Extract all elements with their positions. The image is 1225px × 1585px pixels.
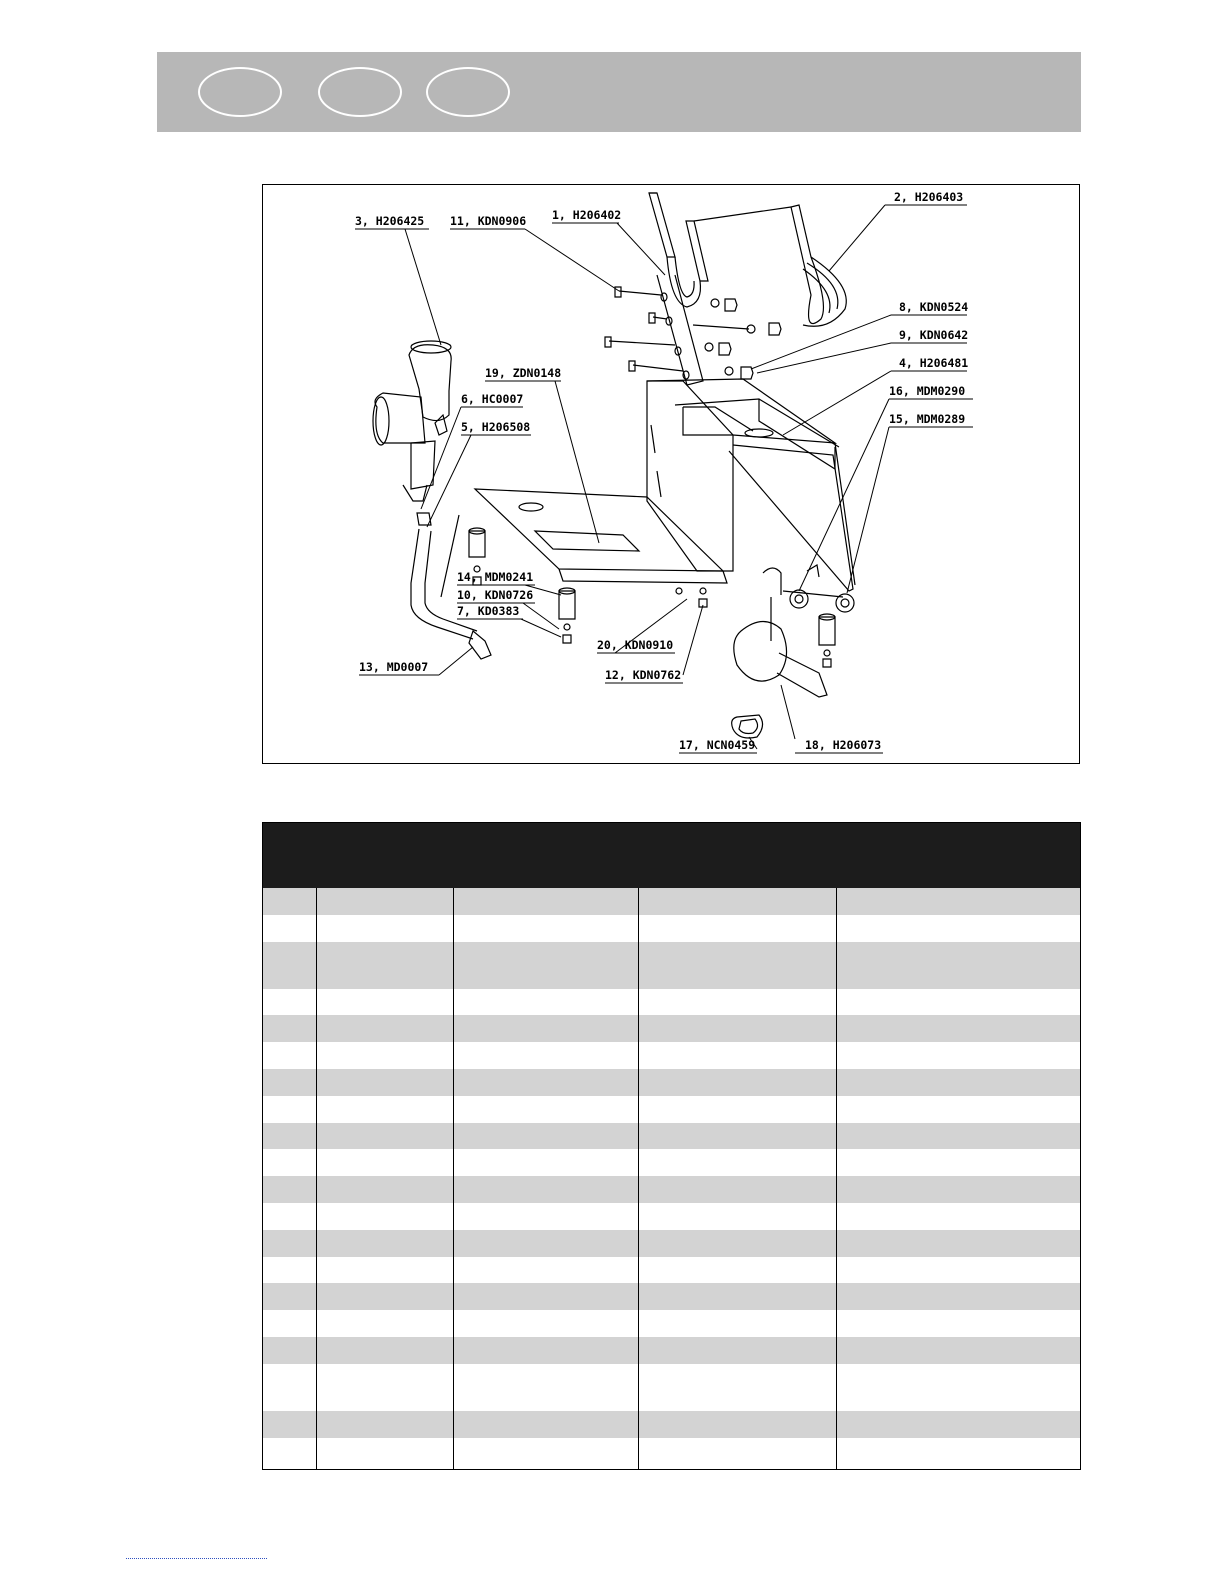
diagram-drawing xyxy=(263,185,1081,765)
table-row xyxy=(263,1310,1080,1337)
callout-part-18: 18, H206073 xyxy=(805,738,882,752)
table-row xyxy=(263,1042,1080,1069)
column-divider xyxy=(638,888,639,1469)
column-divider xyxy=(836,888,837,1469)
callout-part-7: 7, KD0383 xyxy=(457,604,520,618)
callout-part-17: 17, NCN0459 xyxy=(679,738,756,752)
table-row xyxy=(263,942,1080,989)
table-row xyxy=(263,1123,1080,1150)
table-row xyxy=(263,1176,1080,1203)
header-band xyxy=(157,52,1081,132)
table-header xyxy=(263,823,1080,888)
parts-list-table xyxy=(262,822,1081,1470)
table-row xyxy=(263,1230,1080,1257)
table-row xyxy=(263,1203,1080,1230)
table-row xyxy=(263,888,1080,915)
callout-part-11: 11, KDN0906 xyxy=(450,214,527,228)
exploded-parts-diagram xyxy=(262,184,1080,764)
table-row xyxy=(263,1015,1080,1042)
callout-part-2: 2, H206403 xyxy=(894,190,964,204)
callout-part-8: 8, KDN0524 xyxy=(899,300,969,314)
callout-part-19: 19, ZDN0148 xyxy=(485,366,562,380)
callout-part-3: 3, H206425 xyxy=(355,214,425,228)
table-row xyxy=(263,1283,1080,1310)
header-tab-1[interactable] xyxy=(198,67,282,117)
callout-part-4: 4, H206481 xyxy=(899,356,969,370)
table-row xyxy=(263,1438,1080,1465)
table-body xyxy=(263,888,1080,1464)
table-row xyxy=(263,1096,1080,1123)
callout-part-5: 5, H206508 xyxy=(461,420,531,434)
callout-part-10: 10, KDN0726 xyxy=(457,588,534,602)
callout-part-1: 1, H206402 xyxy=(552,208,622,222)
callout-part-20: 20, KDN0910 xyxy=(597,638,674,652)
table-row xyxy=(263,1411,1080,1438)
table-row xyxy=(263,1337,1080,1364)
table-row xyxy=(263,1257,1080,1284)
callout-part-15: 15, MDM0289 xyxy=(889,412,966,426)
table-row xyxy=(263,1364,1080,1411)
callout-part-16: 16, MDM0290 xyxy=(889,384,966,398)
table-row xyxy=(263,915,1080,942)
column-divider xyxy=(316,888,317,1469)
table-row xyxy=(263,1149,1080,1176)
callout-part-6: 6, HC0007 xyxy=(461,392,524,406)
footer-link-underline[interactable] xyxy=(126,1558,267,1559)
table-row xyxy=(263,1069,1080,1096)
header-tab-2[interactable] xyxy=(318,67,402,117)
column-divider xyxy=(453,888,454,1469)
table-row xyxy=(263,989,1080,1016)
callout-part-12: 12, KDN0762 xyxy=(605,668,682,682)
callout-part-14: 14, MDM0241 xyxy=(457,570,534,584)
header-tab-3[interactable] xyxy=(426,67,510,117)
callout-part-13: 13, MD0007 xyxy=(359,660,429,674)
callout-part-9: 9, KDN0642 xyxy=(899,328,969,342)
